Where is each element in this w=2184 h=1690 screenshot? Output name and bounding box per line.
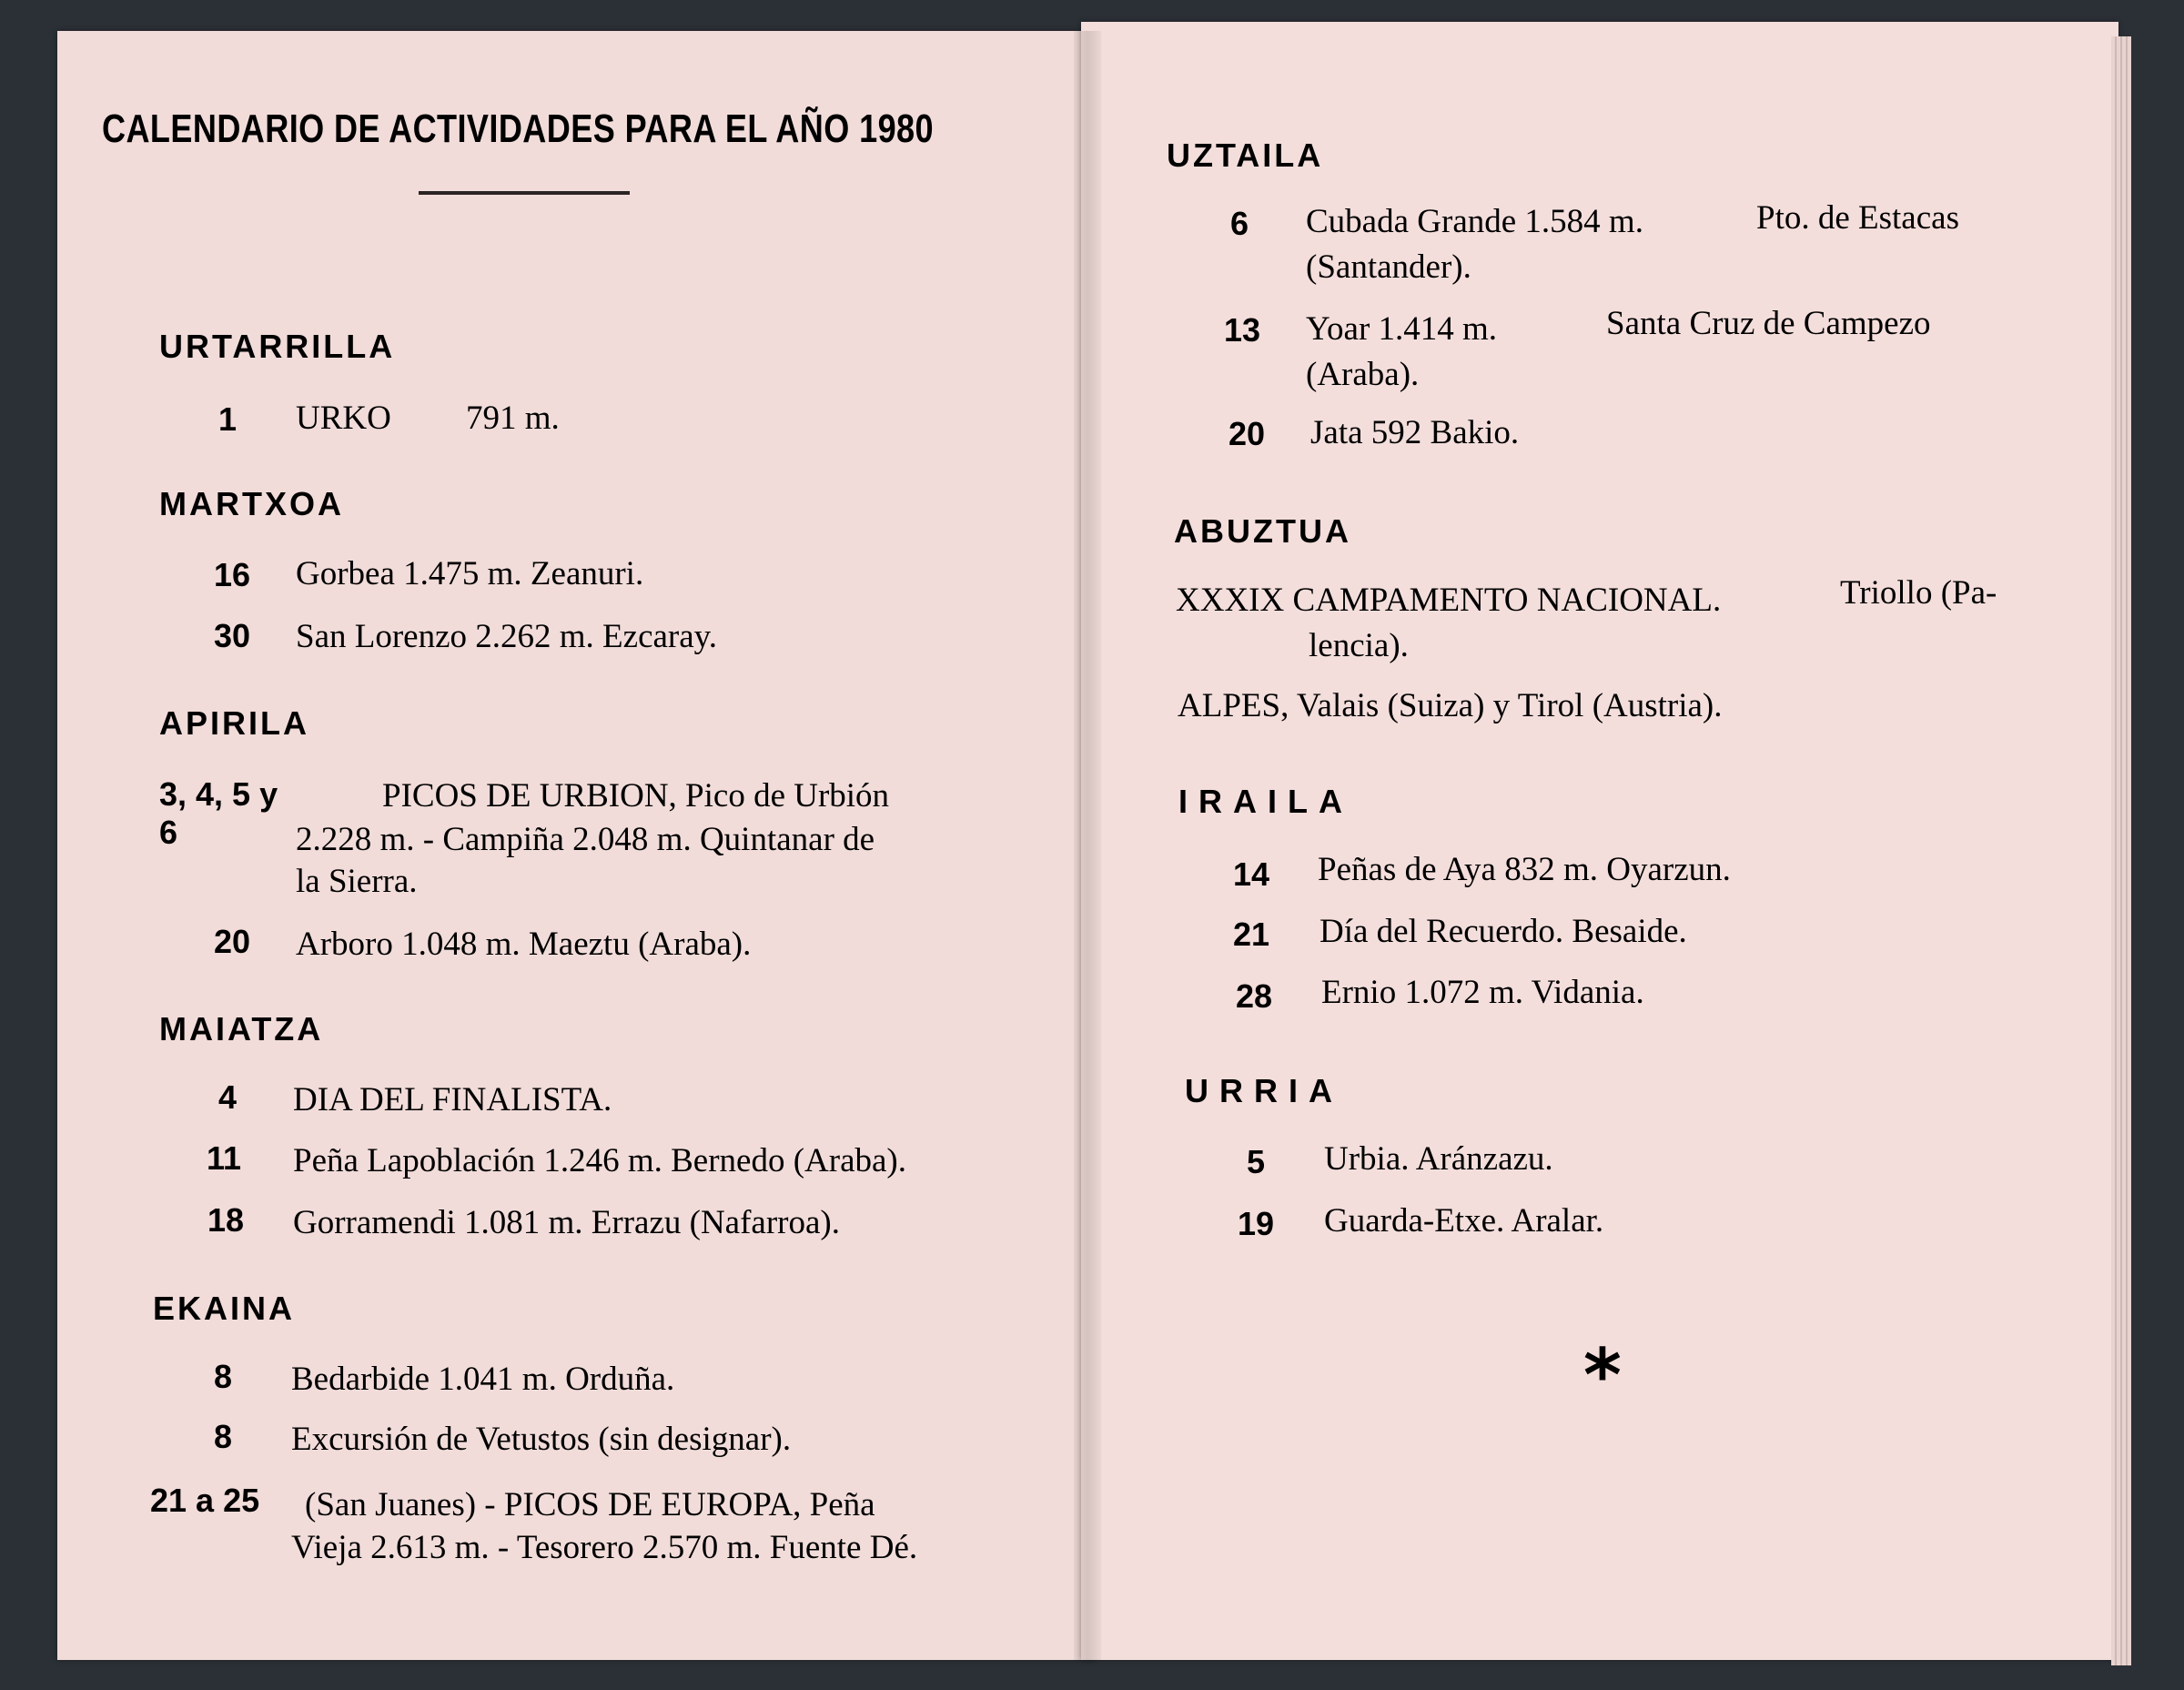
event-day: 21 (1232, 916, 1269, 953)
event-text: Excursión de Vetustos (sin designar). (291, 1421, 792, 1458)
event-day: 20 (213, 923, 250, 960)
page-title: CALENDARIO DE ACTIVIDADES PARA EL AÑO 1980 (102, 106, 935, 151)
event-day: 20 (1228, 415, 1265, 452)
event-day: 30 (213, 617, 250, 654)
event-day: 19 (1237, 1205, 1274, 1242)
book-spine (1074, 31, 1101, 1660)
event-text: Bedarbide 1.041 m. Orduña. (291, 1361, 675, 1398)
event-day: 13 (1223, 311, 1260, 349)
event-day: 18 (207, 1201, 244, 1239)
event-day: 8 (213, 1418, 232, 1455)
event-line: (Araba). (1306, 356, 1420, 393)
event-text: Peña Lapoblación 1.246 m. Bernedo (Araba). (293, 1142, 907, 1179)
month-maiatza: MAIATZA (159, 1010, 324, 1047)
month-urtarrilla: URTARRILLA (159, 328, 396, 365)
asterisk-ornament: * (1583, 1333, 1622, 1418)
event-text: San Lorenzo 2.262 m. Ezcaray. (296, 618, 718, 655)
month-uztaila: UZTAILA (1167, 137, 1324, 174)
event-day: 28 (1235, 977, 1272, 1015)
event-text: Peñas de Aya 832 m. Oyarzun. (1318, 851, 1731, 888)
event-line: Santa Cruz de Campezo (1606, 305, 1931, 342)
event-day: 4 (217, 1078, 237, 1116)
event-text: Jata 592 Bakio. (1310, 414, 1520, 451)
event-line: Yoar 1.414 m. (1306, 310, 1498, 348)
event-text: ALPES, Valais (Suiza) y Tirol (Austria). (1178, 687, 1723, 724)
page-edges (2111, 36, 2131, 1665)
month-ekaina: EKAINA (153, 1290, 296, 1327)
event-day: 1 (217, 400, 237, 438)
event-text: Urbia. Aránzazu. (1324, 1140, 1553, 1178)
event-day: 8 (213, 1358, 232, 1395)
event-day: 6 (1229, 205, 1249, 242)
event-day: 11 (206, 1139, 241, 1177)
month-abuztua: ABUZTUA (1174, 512, 1351, 550)
event-text: DIA DEL FINALISTA. (293, 1081, 612, 1118)
event-peak: URKO (296, 400, 391, 437)
month-apirila: APIRILA (159, 704, 309, 742)
event-text: Ernio 1.072 m. Vidania. (1321, 974, 1644, 1011)
event-line: (Santander). (1306, 248, 1471, 286)
event-text: Gorbea 1.475 m. Zeanuri. (296, 555, 644, 592)
month-iraila: IRAILA (1178, 783, 1353, 820)
event-text: Guarda-Etxe. Aralar. (1324, 1202, 1604, 1240)
event-line: Cubada Grande 1.584 m. (1306, 203, 1643, 240)
month-martxoa: MARTXOA (159, 485, 344, 522)
month-urria: URRIA (1185, 1072, 1343, 1109)
event-day: 16 (213, 556, 250, 593)
event-line: Pto. de Estacas (1756, 199, 1959, 237)
event-day: 5 (1246, 1143, 1265, 1180)
event-line: 2.228 m. - Campiña 2.048 m. Quintanar de (296, 821, 875, 858)
event-line: PICOS DE URBION, Pico de Urbión (382, 777, 890, 815)
event-day: 3, 4, 5 y 6 (159, 775, 278, 851)
event-text: Arboro 1.048 m. Maeztu (Araba). (296, 926, 752, 963)
event-day: 14 (1232, 855, 1269, 893)
event-day: 21 a 25 (150, 1482, 260, 1519)
event-altitude: 791 m. (466, 400, 560, 437)
event-line: la Sierra. (296, 863, 418, 900)
event-line: (San Juanes) - PICOS DE EUROPA, Peña (305, 1486, 875, 1523)
event-line: Triollo (Pa- (1840, 574, 1997, 612)
title-rule (419, 191, 630, 195)
event-line: lencia). (1309, 627, 1409, 664)
event-text: Gorramendi 1.081 m. Errazu (Nafarroa). (293, 1204, 840, 1241)
event-line: Vieja 2.613 m. - Tesorero 2.570 m. Fuente Dé. (291, 1529, 918, 1566)
event-line: XXXIX CAMPAMENTO NACIONAL. (1176, 582, 1722, 619)
event-text: Día del Recuerdo. Besaide. (1320, 913, 1687, 950)
